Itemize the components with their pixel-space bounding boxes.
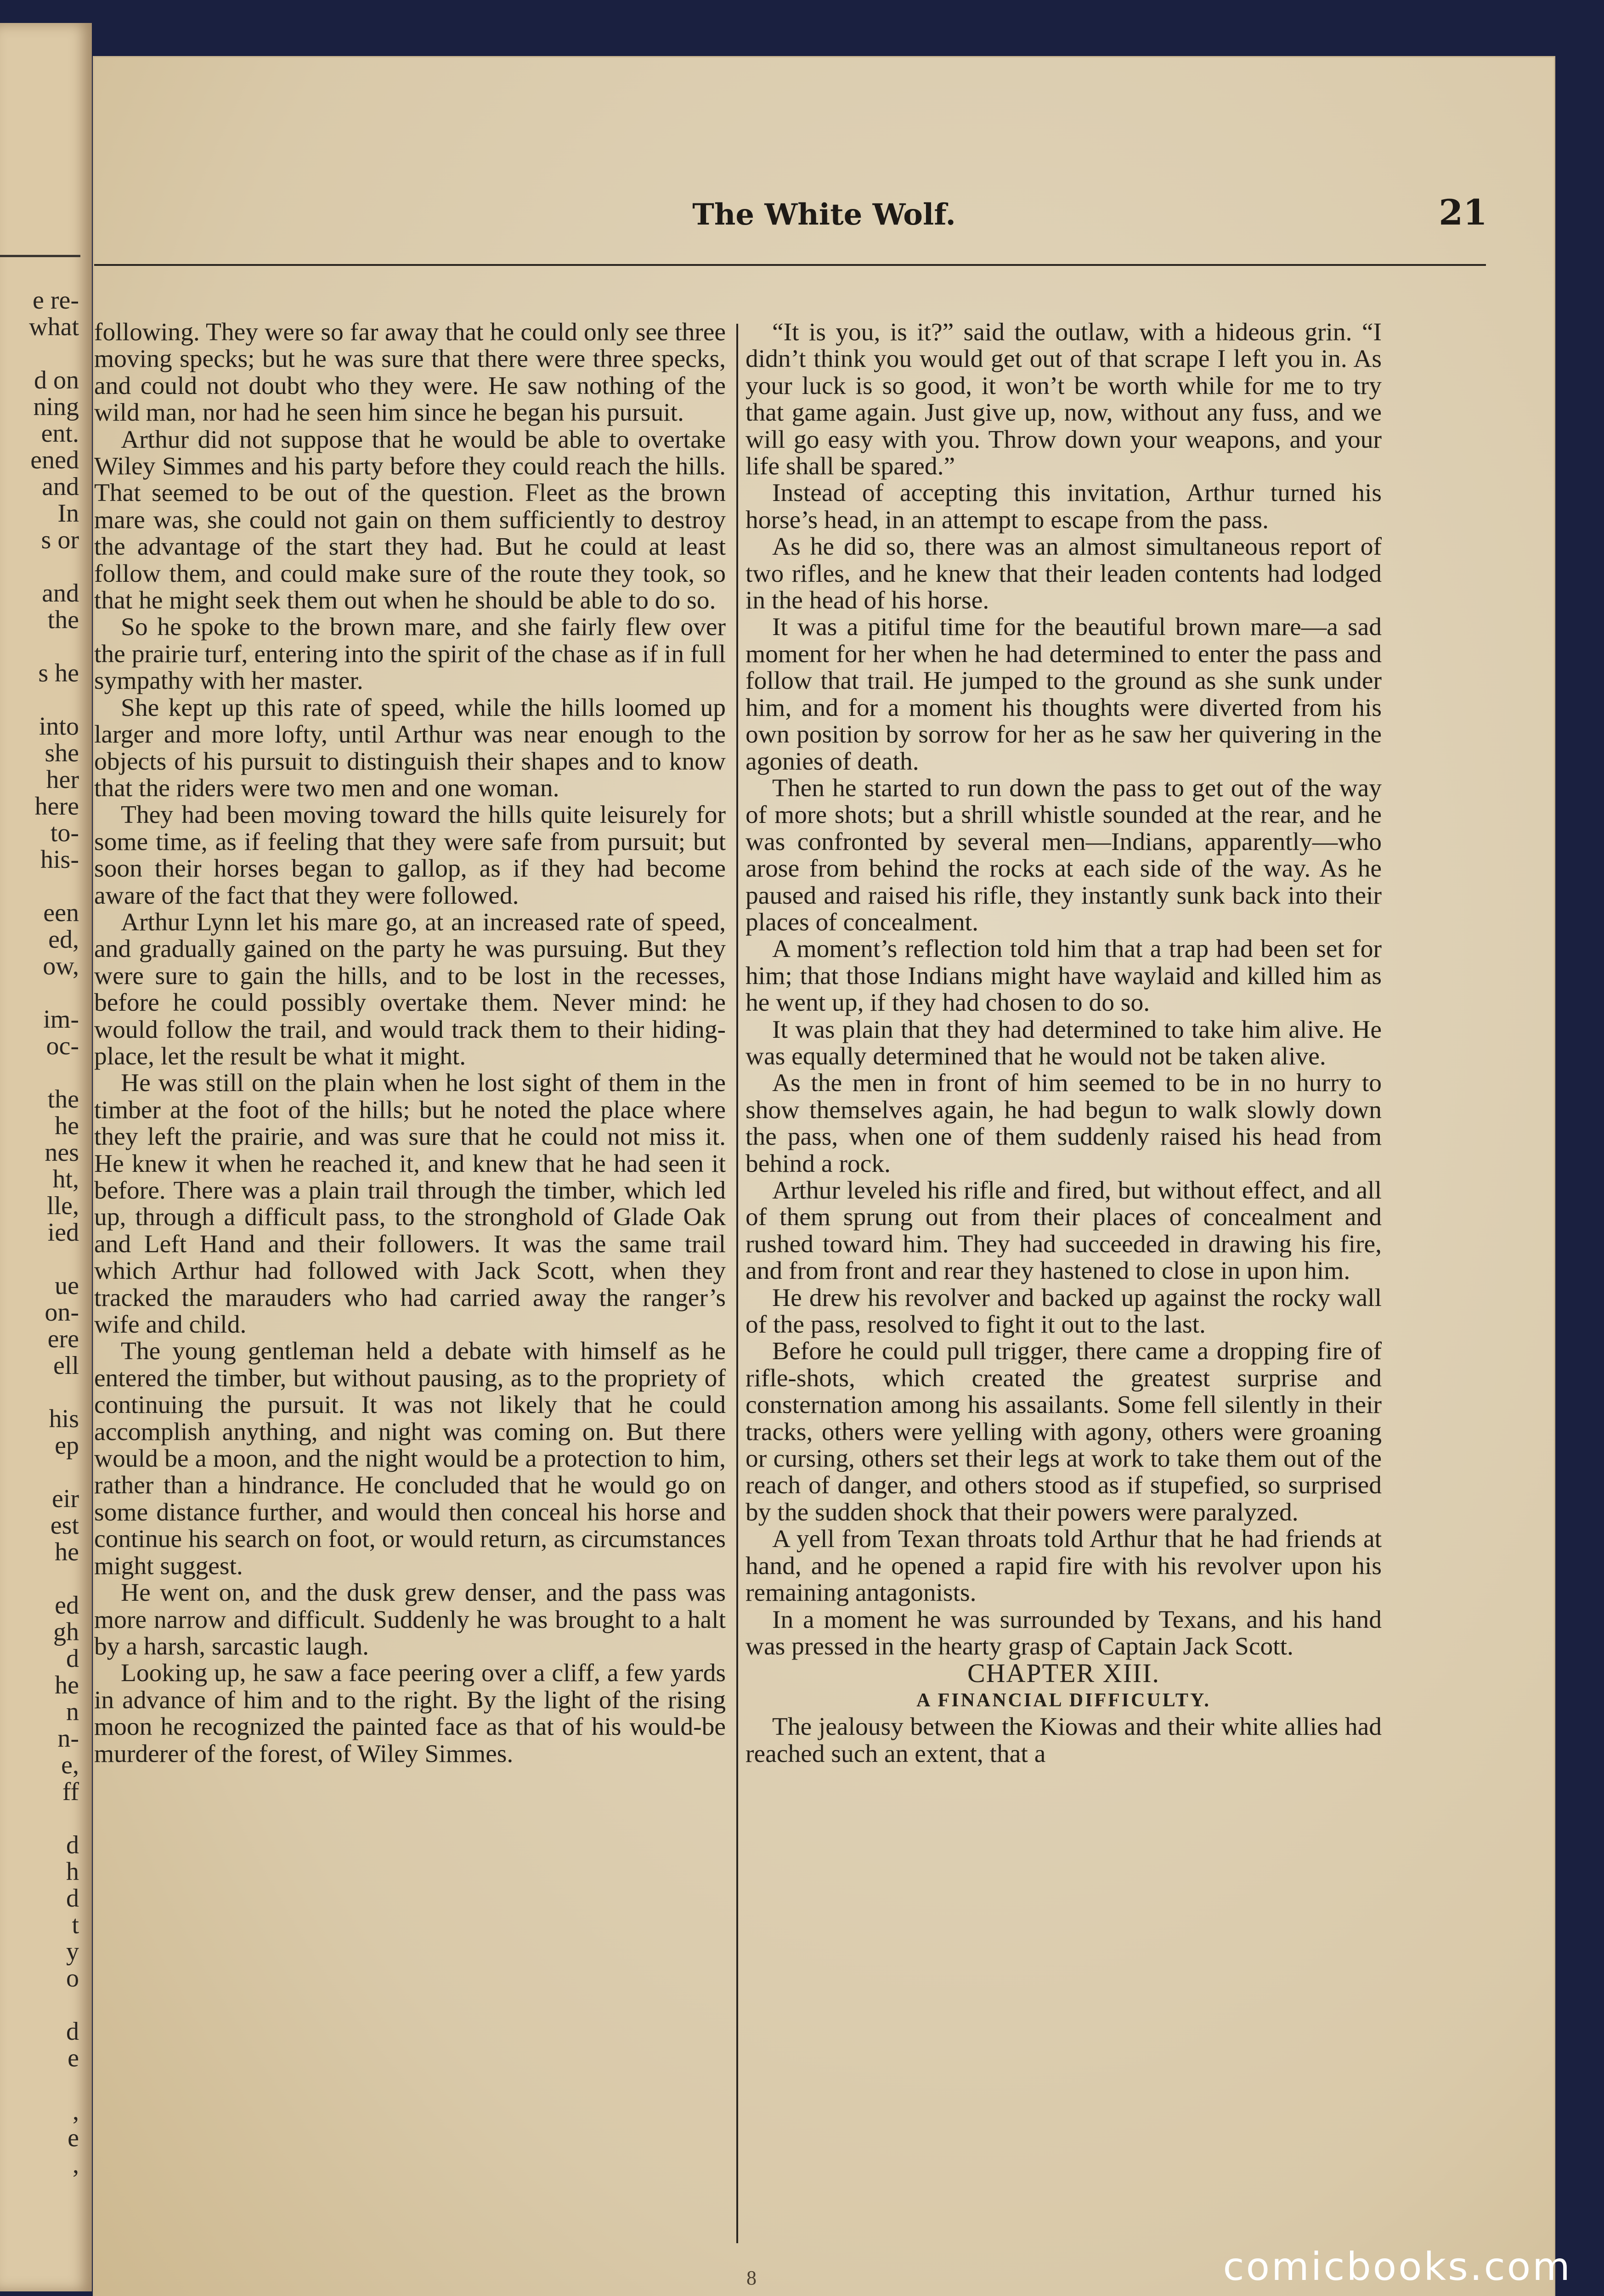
paragraph: She kept up this rate of speed, while the hills loomed up larger and more lofty, until Arthur was near enough to the objects of his pursuit to distinguish their shapes and to know that the riders were two men and one woman. — [94, 693, 726, 802]
paragraph: Arthur did not suppose that he would be able to overtake Wiley Simmes and his party before they could reach the hills. That seemed to be out of the question. Fleet as the brown mare was, she could not gain on them sufficiently to destroy the advantage of the start they had. But he could at least follow them, and could make sure of the route they took, so that he might seek them out when he should be able to do so. — [94, 425, 726, 615]
paragraph: He drew his revolver and backed up against the rocky wall of the pass, resolved to fight it out to the last. — [746, 1283, 1382, 1339]
paragraph: It was plain that they had determined to take him alive. He was equally determined that he would not be taken alive. — [746, 1015, 1382, 1070]
paragraph: They had been moving toward the hills quite leisurely for some time, as if feeling that they were safe from pursuit; but soon their horses began to gallop, as if they had become aware of the fact that they were followed. — [94, 801, 726, 910]
left-column — [94, 319, 726, 1767]
watermark: comicbooks.com — [1223, 2244, 1572, 2289]
chapter-heading: CHAPTER XIII. — [967, 1658, 1160, 1688]
paragraph: In a moment he was surrounded by Texans, and his hand was pressed in the hearty grasp of Captain Jack Scott. — [746, 1605, 1382, 1660]
paragraph: following. They were so far away that he could only see three moving specks; but he was sure that there were three specks, and could not doubt who they were. He saw nothing of the wild man, nor had he seen him since he began his pursuit. — [94, 318, 726, 427]
previous-page-rule — [0, 255, 80, 257]
running-title: The White Wolf. — [692, 197, 956, 232]
paragraph: He was still on the plain when he lost sight of them in the timber at the foot of the hills; but he noted the place where they left the prairie, and was sure that he could not miss it. He knew it when he reached it, and knew that he had seen it before. There was a plain trail through the timber, which led up, through a difficult pass, to the stronghold of Glade Oak and Left Hand and their followers. It was the same trail which Arthur had followed with Jack Scott, when they tracked the marauders who had carried away the ranger’s wife and child. — [94, 1069, 726, 1339]
paragraph: So he spoke to the brown mare, and she fairly flew over the prairie turf, entering into the spirit of the chase as if in full sympathy with her master. — [94, 613, 726, 695]
paragraph: Arthur Lynn let his mare go, at an increased rate of speed, and gradually gained on the party he was pursuing. But they were sure to gain the hills, and to be lost in the recesses, before he could possibly overtake them. Never mind: he would follow the trail, and would track them to their hiding-place, let the result be what it might. — [94, 908, 726, 1070]
paragraph: “It is you, is it?” said the outlaw, with a hideous grin. “I didn’t think you would get out of that scrape I left you in. As your luck is so good, it won’t be worth while for me to try that game again. Just give up, now, without any fuss, and we will go easy with you. Throw down your weapons, and your life shall be spared.” — [746, 318, 1382, 481]
paragraph: Arthur leveled his rifle and fired, but without effect, and all of them sprung out from their places of concealment and rushed toward him. They had succeeded in drawing his fire, and from front and rear they hastened to close in upon him. — [746, 1176, 1382, 1285]
previous-page-text-fragments: e re- what d on ning ent. ened and In s or and the s he into she her here to- his- een ed, ow, im- oc- the he nes ht, lle, ied ue on- ere ell his ep eir est he ed gh d he n n- e, ff d h d t y o d e , e , — [29, 286, 79, 2179]
paragraph: The young gentleman held a debate with himself as he entered the timber, but without pausing, as to the propriety of continuing the pursuit. It was not likely that he could accomplish anything, and night was coming on. But there would be a moon, and the night would be a protection to him, rather than a hindrance. He concluded that he would go on some distance further, and would then conceal his horse and continue his search on foot, or would return, as circumstances might suggest. — [94, 1337, 726, 1580]
paragraph: Then he started to run down the pass to get out of the way of more shots; but a shrill whistle sounded at the rear, and he was confronted by several men—Indians, apparently—who arose from behind the rocks at each side of the way. As he paused and raised his rifle, they instantly sunk back into their places of concealment. — [746, 774, 1382, 936]
page-number: 21 — [1439, 192, 1487, 233]
paragraph: As he did so, there was an almost simultaneous report of two rifles, and he knew that their leaden contents had lodged in the head of his horse. — [746, 533, 1382, 615]
signature-mark: 8 — [746, 2267, 757, 2289]
right-column — [746, 319, 1382, 1767]
header-rule — [94, 264, 1486, 266]
paragraph: As the men in front of him seemed to be in no hurry to show themselves again, he had begun to walk slowly down the pass, when one of them suddenly raised his head from behind a rock. — [746, 1069, 1382, 1178]
chapter-subheading: A FINANCIAL DIFFICULTY. — [916, 1689, 1211, 1711]
paragraph: Before he could pull trigger, there came a dropping fire of rifle-shots, which created the greatest surprise and consternation among his assailants. Some fell silently in their tracks, others were yelling with agony, others were groaning or cursing, others set their legs at work to take them out of the reach of danger, and others stood as if stupefied, so surprised by the sudden shock that their powers were paralyzed. — [746, 1337, 1382, 1526]
paragraph: Looking up, he saw a face peering over a cliff, a few yards in advance of him and to the right. By the light of the rising moon he recognized the painted face as that of his would-be murderer of the forest, of Wiley Simmes. — [94, 1659, 726, 1768]
paragraph: Instead of accepting this invitation, Arthur turned his horse’s head, in an attempt to escape from the pass. — [746, 479, 1382, 534]
chapter-opening-paragraph: The jealousy between the Kiowas and their white allies had reached such an extent, that a — [746, 1713, 1382, 1768]
paragraph: A moment’s reflection told him that a trap had been set for him; that those Indians might have waylaid and killed him as he went up, if they had chosen to do so. — [746, 935, 1382, 1017]
column-divider — [736, 324, 738, 2243]
paragraph: A yell from Texan throats told Arthur that he had friends at hand, and he opened a rapid fire with his revolver upon his remaining antagonists. — [746, 1525, 1382, 1607]
previous-page-edge — [0, 23, 92, 2291]
paragraph: It was a pitiful time for the beautiful brown mare—a sad moment for her when he had determined to enter the pass and follow that trail. He jumped to the ground as she sunk under him, and for a moment his thoughts were diverted from his own position by sorrow for her as he saw her quivering in the agonies of death. — [746, 613, 1382, 776]
book-page — [94, 57, 1554, 2296]
page-header — [94, 188, 1554, 243]
paragraph: He went on, and the dusk grew denser, and the pass was more narrow and difficult. Suddenly he was brought to a halt by a harsh, sarcastic laugh. — [94, 1579, 726, 1660]
